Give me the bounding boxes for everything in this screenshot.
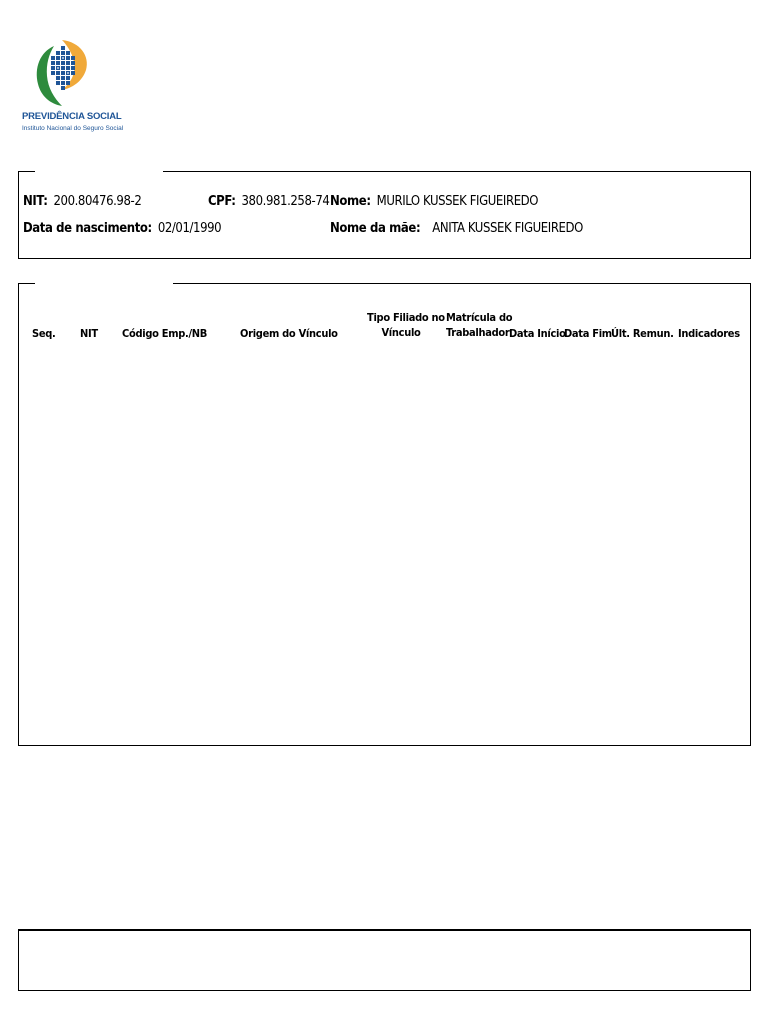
nome-label: Nome: <box>330 194 371 209</box>
data-nascimento-label: Data de nascimento: <box>23 221 152 236</box>
col-header-tipo-filiado-line1: Tipo Filiado no <box>367 311 445 324</box>
previdencia-emblem-icon <box>32 38 90 108</box>
logo-subtitle: Instituto Nacional do Seguro Social <box>22 125 124 132</box>
col-header-codigo-emp: Código Emp./NB <box>122 327 208 340</box>
nome-mae-field <box>330 221 583 236</box>
cpf-label: CPF: <box>208 194 236 209</box>
col-header-seq: Seq. <box>32 327 56 340</box>
previdencia-social-logo <box>20 38 124 142</box>
col-header-tipo-filiado-line2: Vínculo <box>381 326 421 339</box>
col-header-ult-remun: Últ. Remun. <box>611 327 674 340</box>
cpf-value: 380.981.258-74 <box>241 194 330 209</box>
footer-section <box>18 929 751 991</box>
table-body <box>19 348 750 745</box>
identificacao-section <box>18 171 751 259</box>
col-header-origem-vinculo: Origem do Vínculo <box>240 327 338 340</box>
col-header-matricula <box>446 310 512 340</box>
col-header-indicadores: Indicadores <box>678 327 740 340</box>
cpf-field <box>208 194 329 209</box>
nit-label: NIT: <box>23 194 48 209</box>
vinculos-table <box>18 283 751 746</box>
nit-value: 200.80476.98-2 <box>53 194 142 209</box>
nome-value: MURILO KUSSEK FIGUEIREDO <box>376 194 539 209</box>
col-header-nit: NIT <box>80 327 98 340</box>
nome-field <box>330 194 538 209</box>
logo-title: PREVIDÊNCIA SOCIAL <box>22 111 122 122</box>
nome-mae-value: ANITA KUSSEK FIGUEIREDO <box>432 221 583 236</box>
nome-mae-label: Nome da mãe: <box>330 221 421 236</box>
data-nascimento-value: 02/01/1990 <box>157 221 222 236</box>
data-nascimento-field <box>23 221 221 236</box>
nit-field <box>23 194 141 209</box>
col-header-matricula-line1: Matrícula do <box>446 311 513 324</box>
col-header-data-inicio: Data Início <box>509 327 566 340</box>
col-header-matricula-line2: Trabalhador <box>446 326 510 339</box>
col-header-tipo-filiado <box>367 310 445 340</box>
col-header-data-fim: Data Fim <box>564 327 612 340</box>
